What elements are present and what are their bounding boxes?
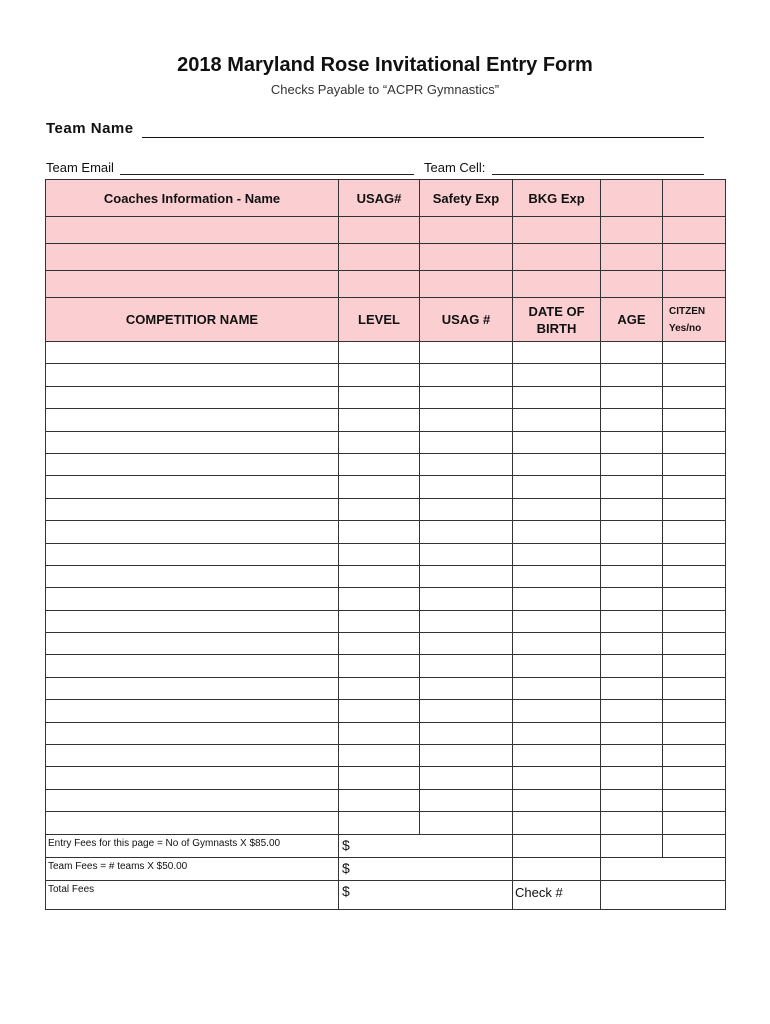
competitor-9-usag-cell[interactable] [339,521,420,543]
competitor-4-name-cell[interactable] [46,409,339,431]
competitor-row [46,498,726,520]
check-number-field[interactable] [601,880,726,909]
competitors-header-usag: USAG # [420,298,513,342]
competitor-row [46,812,726,834]
competitor-2-name-cell[interactable] [46,364,339,386]
competitor-row [46,655,726,677]
competitor-11-col3-cell[interactable] [420,565,513,587]
competitor-row [46,677,726,699]
competitor-6-col5-cell[interactable] [601,453,663,475]
coach-1-usag-cell[interactable] [339,217,420,244]
competitor-14-col3-cell[interactable] [420,633,513,655]
competitor-19-col6-cell[interactable] [663,745,726,767]
competitor-7-col5-cell[interactable] [601,476,663,498]
competitor-20-col3-cell[interactable] [420,767,513,789]
competitor-8-col6-cell[interactable] [663,498,726,520]
coach-1-name-cell[interactable] [46,217,339,244]
competitor-15-usag-cell[interactable] [339,655,420,677]
competitor-16-col3-cell[interactable] [420,677,513,699]
competitor-13-usag-cell[interactable] [339,610,420,632]
competitor-8-col5-cell[interactable] [601,498,663,520]
competitor-1-col3-cell[interactable] [420,342,513,364]
competitor-22-usag-cell[interactable] [339,812,420,834]
competitor-13-col5-cell[interactable] [601,610,663,632]
competitor-3-col5-cell[interactable] [601,386,663,408]
coach-3-name-cell[interactable] [46,271,339,298]
competitor-22-col3-cell[interactable] [420,812,513,834]
competitor-12-col3-cell[interactable] [420,588,513,610]
competitor-2-col4-cell[interactable] [513,364,601,386]
coaches-header-bkg: BKG Exp [513,180,601,217]
competitor-2-col5-cell[interactable] [601,364,663,386]
competitor-11-col5-cell[interactable] [601,565,663,587]
competitor-18-name-cell[interactable] [46,722,339,744]
coaches-header-blank-2 [663,180,726,217]
competitor-11-usag-cell[interactable] [339,565,420,587]
competitors-header-age: AGE [601,298,663,342]
competitor-16-usag-cell[interactable] [339,677,420,699]
competitor-7-col3-cell[interactable] [420,476,513,498]
competitor-22-col4-cell[interactable] [513,812,601,834]
competitor-5-col6-cell[interactable] [663,431,726,453]
team-fees-label: Team Fees = # teams X $50.00 [46,857,339,880]
competitor-12-col6-cell[interactable] [663,588,726,610]
coach-row [46,217,726,244]
competitor-row [46,610,726,632]
competitor-17-col6-cell[interactable] [663,700,726,722]
competitor-8-usag-cell[interactable] [339,498,420,520]
competitor-3-col3-cell[interactable] [420,386,513,408]
competitor-15-name-cell[interactable] [46,655,339,677]
competitor-10-col3-cell[interactable] [420,543,513,565]
competitor-4-col6-cell[interactable] [663,409,726,431]
competitor-21-col3-cell[interactable] [420,789,513,811]
competitor-6-col6-cell[interactable] [663,453,726,475]
team-name-label: Team Name [46,120,134,137]
coaches-header-safety: Safety Exp [420,180,513,217]
competitor-19-col4-cell[interactable] [513,745,601,767]
competitor-5-col4-cell[interactable] [513,431,601,453]
competitor-18-col3-cell[interactable] [420,722,513,744]
competitor-7-col4-cell[interactable] [513,476,601,498]
competitor-9-col6-cell[interactable] [663,521,726,543]
competitor-17-col4-cell[interactable] [513,700,601,722]
competitor-2-usag-cell[interactable] [339,364,420,386]
competitor-7-usag-cell[interactable] [339,476,420,498]
total-fees-row [46,880,726,909]
competitor-3-col6-cell[interactable] [663,386,726,408]
coaches-header-blank-1 [601,180,663,217]
coach-2-col3-cell[interactable] [420,244,513,271]
competitor-16-name-cell[interactable] [46,677,339,699]
competitor-row [46,767,726,789]
competitor-row [46,453,726,475]
competitor-13-col6-cell[interactable] [663,610,726,632]
competitor-row [46,700,726,722]
competitor-row [46,565,726,587]
competitors-header-citizen: CITZEN Yes/no [663,298,726,342]
coach-3-col6-cell[interactable] [663,271,726,298]
team-fees-row [46,857,726,880]
competitor-19-col5-cell[interactable] [601,745,663,767]
team-cell-label: Team Cell: [424,160,486,175]
competitor-18-col6-cell[interactable] [663,722,726,744]
competitor-row [46,342,726,364]
competitor-12-usag-cell[interactable] [339,588,420,610]
entry-fees-row [46,834,726,857]
competitor-3-usag-cell[interactable] [339,386,420,408]
entry-form-table [45,179,726,910]
competitor-7-name-cell[interactable] [46,476,339,498]
coach-3-col4-cell[interactable] [513,271,601,298]
competitor-6-col4-cell[interactable] [513,453,601,475]
competitor-22-col6-cell[interactable] [663,812,726,834]
team-name-row [46,120,706,142]
competitor-3-col4-cell[interactable] [513,386,601,408]
competitor-row [46,789,726,811]
competitor-21-col6-cell[interactable] [663,789,726,811]
competitor-row [46,364,726,386]
competitor-row [46,431,726,453]
coach-3-usag-cell[interactable] [339,271,420,298]
competitor-5-col5-cell[interactable] [601,431,663,453]
coach-2-col4-cell[interactable] [513,244,601,271]
competitor-15-col4-cell[interactable] [513,655,601,677]
competitor-12-col4-cell[interactable] [513,588,601,610]
competitor-16-col5-cell[interactable] [601,677,663,699]
competitor-5-name-cell[interactable] [46,431,339,453]
competitor-18-col5-cell[interactable] [601,722,663,744]
competitor-14-col4-cell[interactable] [513,633,601,655]
competitors-header-name: COMPETITIOR NAME [46,298,339,342]
competitor-8-col3-cell[interactable] [420,498,513,520]
competitor-1-col4-cell[interactable] [513,342,601,364]
team-cell-field[interactable] [492,174,704,175]
form-title: 2018 Maryland Rose Invitational Entry Form [177,54,593,76]
competitor-2-col6-cell[interactable] [663,364,726,386]
competitor-22-name-cell[interactable] [46,812,339,834]
competitor-21-col4-cell[interactable] [513,789,601,811]
competitor-6-name-cell[interactable] [46,453,339,475]
total-fees-amount[interactable]: $ [339,880,513,909]
competitor-8-col4-cell[interactable] [513,498,601,520]
competitor-11-name-cell[interactable] [46,565,339,587]
coach-2-col5-cell[interactable] [601,244,663,271]
competitor-16-col6-cell[interactable] [663,677,726,699]
entry-fees-amount[interactable]: $ [339,834,513,857]
coach-1-col3-cell[interactable] [420,217,513,244]
competitor-13-col3-cell[interactable] [420,610,513,632]
coach-2-col6-cell[interactable] [663,244,726,271]
competitor-row [46,521,726,543]
competitor-6-col3-cell[interactable] [420,453,513,475]
competitor-20-col6-cell[interactable] [663,767,726,789]
competitor-20-col4-cell[interactable] [513,767,601,789]
competitor-row [46,588,726,610]
team-name-field[interactable] [142,137,704,138]
competitor-1-col5-cell[interactable] [601,342,663,364]
team-fees-blank-2 [601,857,726,880]
competitor-1-col6-cell[interactable] [663,342,726,364]
coach-1-col4-cell[interactable] [513,217,601,244]
competitor-7-col6-cell[interactable] [663,476,726,498]
competitor-17-col3-cell[interactable] [420,700,513,722]
competitor-14-name-cell[interactable] [46,633,339,655]
coach-row [46,244,726,271]
competitor-20-name-cell[interactable] [46,767,339,789]
competitor-4-col3-cell[interactable] [420,409,513,431]
competitor-12-name-cell[interactable] [46,588,339,610]
competitor-row [46,745,726,767]
competitor-row [46,722,726,744]
team-email-label: Team Email [46,160,114,175]
team-email-field[interactable] [120,174,414,175]
competitor-18-col4-cell[interactable] [513,722,601,744]
competitor-9-col4-cell[interactable] [513,521,601,543]
team-fees-amount[interactable]: $ [339,857,513,880]
competitor-10-usag-cell[interactable] [339,543,420,565]
competitor-9-col5-cell[interactable] [601,521,663,543]
competitor-row [46,476,726,498]
competitor-10-col6-cell[interactable] [663,543,726,565]
competitors-header-row [46,298,726,342]
competitor-20-col5-cell[interactable] [601,767,663,789]
competitor-14-usag-cell[interactable] [339,633,420,655]
form-subtitle: Checks Payable to “ACPR Gymnastics” [270,82,500,97]
competitor-21-usag-cell[interactable] [339,789,420,811]
competitor-14-col5-cell[interactable] [601,633,663,655]
entry-fees-blank-2 [601,834,663,857]
coach-1-col5-cell[interactable] [601,217,663,244]
competitors-header-level: LEVEL [339,298,420,342]
competitor-12-col5-cell[interactable] [601,588,663,610]
competitor-22-col5-cell[interactable] [601,812,663,834]
coach-2-name-cell[interactable] [46,244,339,271]
competitor-4-col5-cell[interactable] [601,409,663,431]
competitor-1-name-cell[interactable] [46,342,339,364]
competitors-header-dob: DATE OF BIRTH [513,298,601,342]
competitor-9-name-cell[interactable] [46,521,339,543]
team-fees-blank-1 [513,857,601,880]
competitor-4-usag-cell[interactable] [339,409,420,431]
competitor-4-col4-cell[interactable] [513,409,601,431]
competitor-5-usag-cell[interactable] [339,431,420,453]
coaches-header-usag: USAG# [339,180,420,217]
competitor-13-name-cell[interactable] [46,610,339,632]
check-number-label: Check # [513,880,601,909]
coach-2-usag-cell[interactable] [339,244,420,271]
competitor-9-col3-cell[interactable] [420,521,513,543]
competitor-14-col6-cell[interactable] [663,633,726,655]
coaches-header-name: Coaches Information - Name [46,180,339,217]
competitor-6-usag-cell[interactable] [339,453,420,475]
competitor-19-col3-cell[interactable] [420,745,513,767]
competitor-17-col5-cell[interactable] [601,700,663,722]
competitor-row [46,633,726,655]
competitor-1-usag-cell[interactable] [339,342,420,364]
competitor-17-usag-cell[interactable] [339,700,420,722]
entry-fees-label: Entry Fees for this page = No of Gymnasts X $85.00 [46,834,339,857]
competitor-21-name-cell[interactable] [46,789,339,811]
coach-1-col6-cell[interactable] [663,217,726,244]
competitor-10-name-cell[interactable] [46,543,339,565]
competitor-row [46,409,726,431]
competitor-row [46,543,726,565]
total-fees-label: Total Fees [46,880,339,909]
coaches-header-row [46,180,726,217]
competitor-13-col4-cell[interactable] [513,610,601,632]
competitor-15-col3-cell[interactable] [420,655,513,677]
entry-fees-blank-3 [663,834,726,857]
competitor-5-col3-cell[interactable] [420,431,513,453]
competitor-21-col5-cell[interactable] [601,789,663,811]
contact-row [46,160,706,178]
competitor-20-usag-cell[interactable] [339,767,420,789]
competitor-11-col6-cell[interactable] [663,565,726,587]
competitor-15-col5-cell[interactable] [601,655,663,677]
competitor-19-usag-cell[interactable] [339,745,420,767]
coach-3-col5-cell[interactable] [601,271,663,298]
competitor-3-name-cell[interactable] [46,386,339,408]
competitor-10-col5-cell[interactable] [601,543,663,565]
competitor-19-name-cell[interactable] [46,745,339,767]
competitor-11-col4-cell[interactable] [513,565,601,587]
competitor-10-col4-cell[interactable] [513,543,601,565]
competitor-16-col4-cell[interactable] [513,677,601,699]
competitor-8-name-cell[interactable] [46,498,339,520]
coach-3-col3-cell[interactable] [420,271,513,298]
competitor-18-usag-cell[interactable] [339,722,420,744]
competitor-2-col3-cell[interactable] [420,364,513,386]
coach-row [46,271,726,298]
entry-fees-blank-1 [513,834,601,857]
competitor-15-col6-cell[interactable] [663,655,726,677]
competitor-17-name-cell[interactable] [46,700,339,722]
competitor-row [46,386,726,408]
